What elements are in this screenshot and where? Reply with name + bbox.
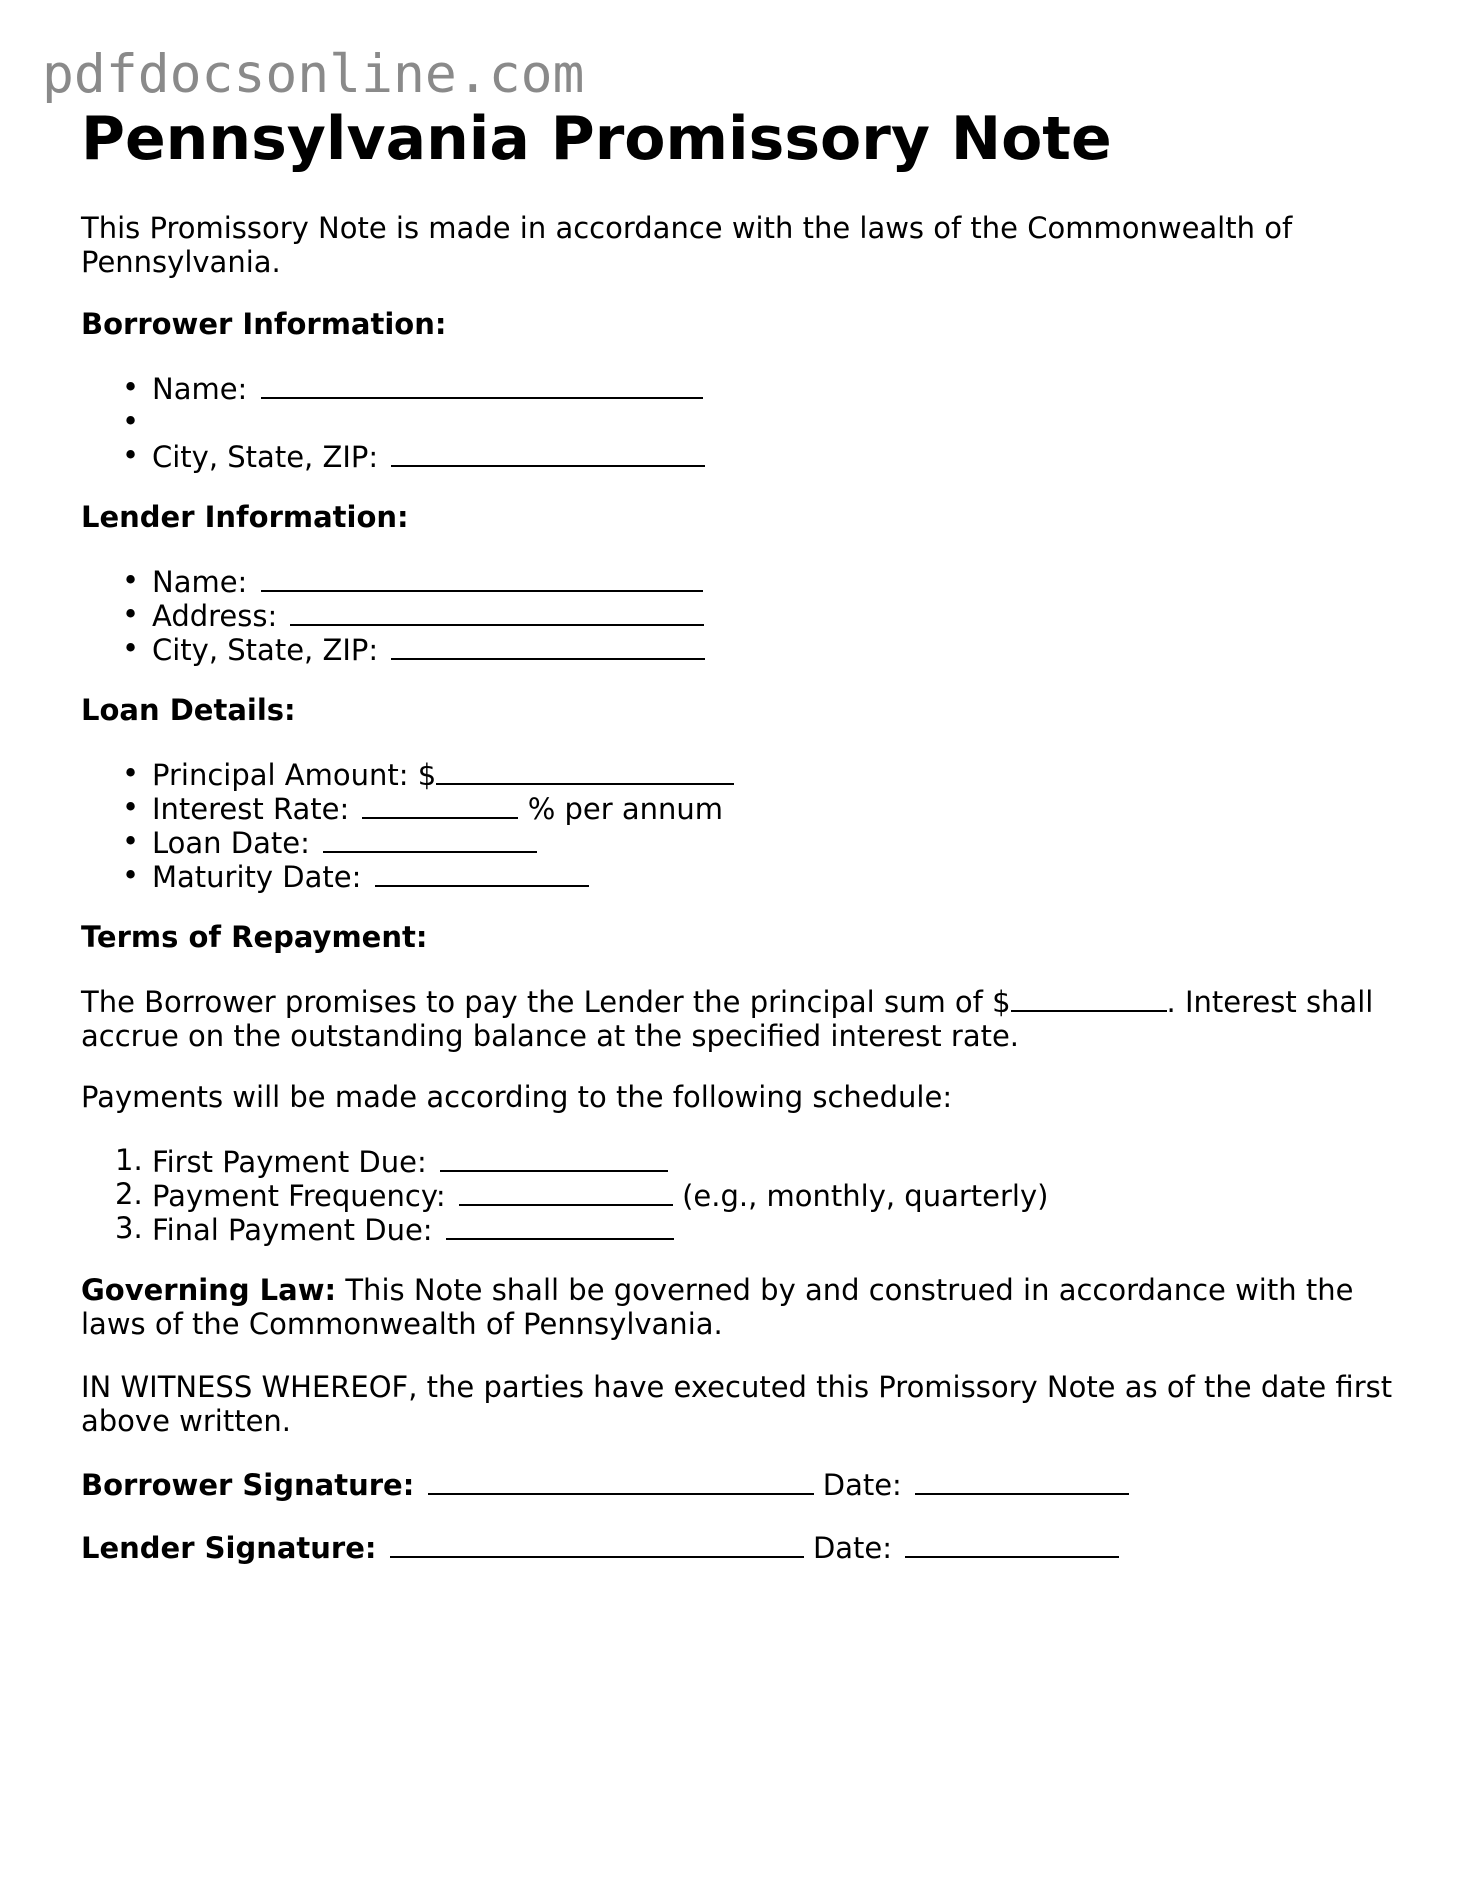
lender-city-item [81, 631, 705, 665]
schedule-number: 1. [115, 1143, 143, 1177]
frequency-suffix: (e.g., monthly, quarterly) [682, 1179, 1049, 1213]
interest-label: Interest Rate: [152, 792, 350, 826]
governing-law-text: This Note shall be governed by and construed in accordance with the laws of the Commonwealth of Pennsylvania. [81, 1273, 1354, 1341]
witness-paragraph: IN WITNESS WHEREOF, the parties have executed this Promissory Note as of the date first above written. [81, 1370, 1393, 1438]
lender-date-field[interactable] [905, 1529, 1119, 1558]
lender-signature-row [81, 1529, 1119, 1565]
borrower-name-item [81, 370, 705, 404]
interest-suffix: % per annum [527, 792, 724, 826]
lender-city-field[interactable] [391, 631, 705, 660]
lender-name-field[interactable] [261, 563, 703, 592]
bullet-icon: • [122, 631, 140, 665]
lender-address-label: Address: [152, 599, 278, 633]
maturity-field[interactable] [375, 858, 589, 887]
borrower-name-field[interactable] [261, 370, 703, 399]
payment-schedule-list [81, 1143, 1048, 1245]
borrower-name-label: Name: [152, 372, 248, 406]
final-payment-field[interactable] [446, 1211, 674, 1240]
schedule-item [81, 1177, 1048, 1211]
repayment-text-after: . Interest shall accrue on the outstanding balance at the specified interest rate. [81, 985, 1374, 1053]
final-payment-label: Final Payment Due: [152, 1213, 433, 1247]
bullet-icon: • [122, 824, 140, 858]
lender-date-label: Date: [812, 1531, 893, 1565]
principal-label: Principal Amount: $ [152, 758, 437, 792]
borrower-date-label: Date: [822, 1468, 902, 1502]
interest-item [81, 790, 734, 824]
lender-info-list [81, 563, 705, 665]
frequency-field[interactable] [459, 1177, 673, 1206]
maturity-item [81, 858, 734, 892]
page-title: Pennsylvania Promissory Note [81, 104, 1112, 174]
borrower-city-field[interactable] [391, 438, 705, 467]
borrower-info-list [81, 370, 705, 472]
bullet-icon: • [122, 563, 140, 597]
frequency-label: Payment Frequency: [152, 1179, 446, 1213]
borrower-signature-label: Borrower Signature: [81, 1468, 415, 1502]
repayment-text-before: The Borrower promises to pay the Lender the principal sum of $ [81, 985, 1011, 1019]
borrower-empty-item [81, 404, 705, 438]
maturity-label: Maturity Date: [152, 860, 362, 894]
borrower-heading: Borrower Information: [81, 307, 447, 341]
loan-date-item [81, 824, 734, 858]
principal-field[interactable] [436, 756, 734, 785]
repayment-heading: Terms of Repayment: [81, 920, 428, 954]
loan-details-list [81, 756, 734, 892]
borrower-date-field[interactable] [915, 1466, 1129, 1495]
governing-law-paragraph [81, 1273, 1411, 1341]
bullet-icon: • [122, 790, 140, 824]
lender-name-item [81, 563, 705, 597]
governing-law-label: Governing Law: [81, 1273, 337, 1307]
lender-signature-label: Lender Signature: [81, 1531, 377, 1565]
first-payment-label: First Payment Due: [152, 1145, 427, 1179]
schedule-item [81, 1211, 1048, 1245]
schedule-intro: Payments will be made according to the following schedule: [81, 1080, 953, 1114]
bullet-icon: • [122, 756, 140, 790]
lender-name-label: Name: [152, 565, 248, 599]
loan-date-field[interactable] [323, 824, 537, 853]
schedule-number: 2. [115, 1177, 143, 1211]
interest-field[interactable] [362, 790, 518, 819]
lender-address-field[interactable] [290, 597, 704, 626]
borrower-signature-field[interactable] [428, 1466, 814, 1495]
lender-city-label: City, State, ZIP: [152, 633, 379, 667]
watermark: pdfdocsonline.com [42, 44, 585, 105]
bullet-icon: • [122, 404, 140, 438]
first-payment-field[interactable] [440, 1143, 668, 1172]
loan-heading: Loan Details: [81, 693, 296, 727]
repayment-paragraph [81, 983, 1411, 1053]
schedule-item [81, 1143, 1048, 1177]
principal-item [81, 756, 734, 790]
lender-address-item [81, 597, 705, 631]
bullet-icon: • [122, 370, 140, 404]
principal-sum-field[interactable] [1011, 983, 1167, 1012]
lender-signature-field[interactable] [390, 1529, 804, 1558]
bullet-icon: • [122, 597, 140, 631]
borrower-city-item [81, 438, 705, 472]
intro-paragraph: This Promissory Note is made in accordance with the laws of the Commonwealth of Pennsylvania. [81, 211, 1293, 279]
lender-heading: Lender Information: [81, 500, 409, 534]
bullet-icon: • [122, 858, 140, 892]
bullet-icon: • [122, 438, 140, 472]
schedule-number: 3. [115, 1211, 143, 1245]
loan-date-label: Loan Date: [152, 826, 310, 860]
borrower-signature-row [81, 1466, 1129, 1502]
borrower-city-label: City, State, ZIP: [152, 440, 379, 474]
